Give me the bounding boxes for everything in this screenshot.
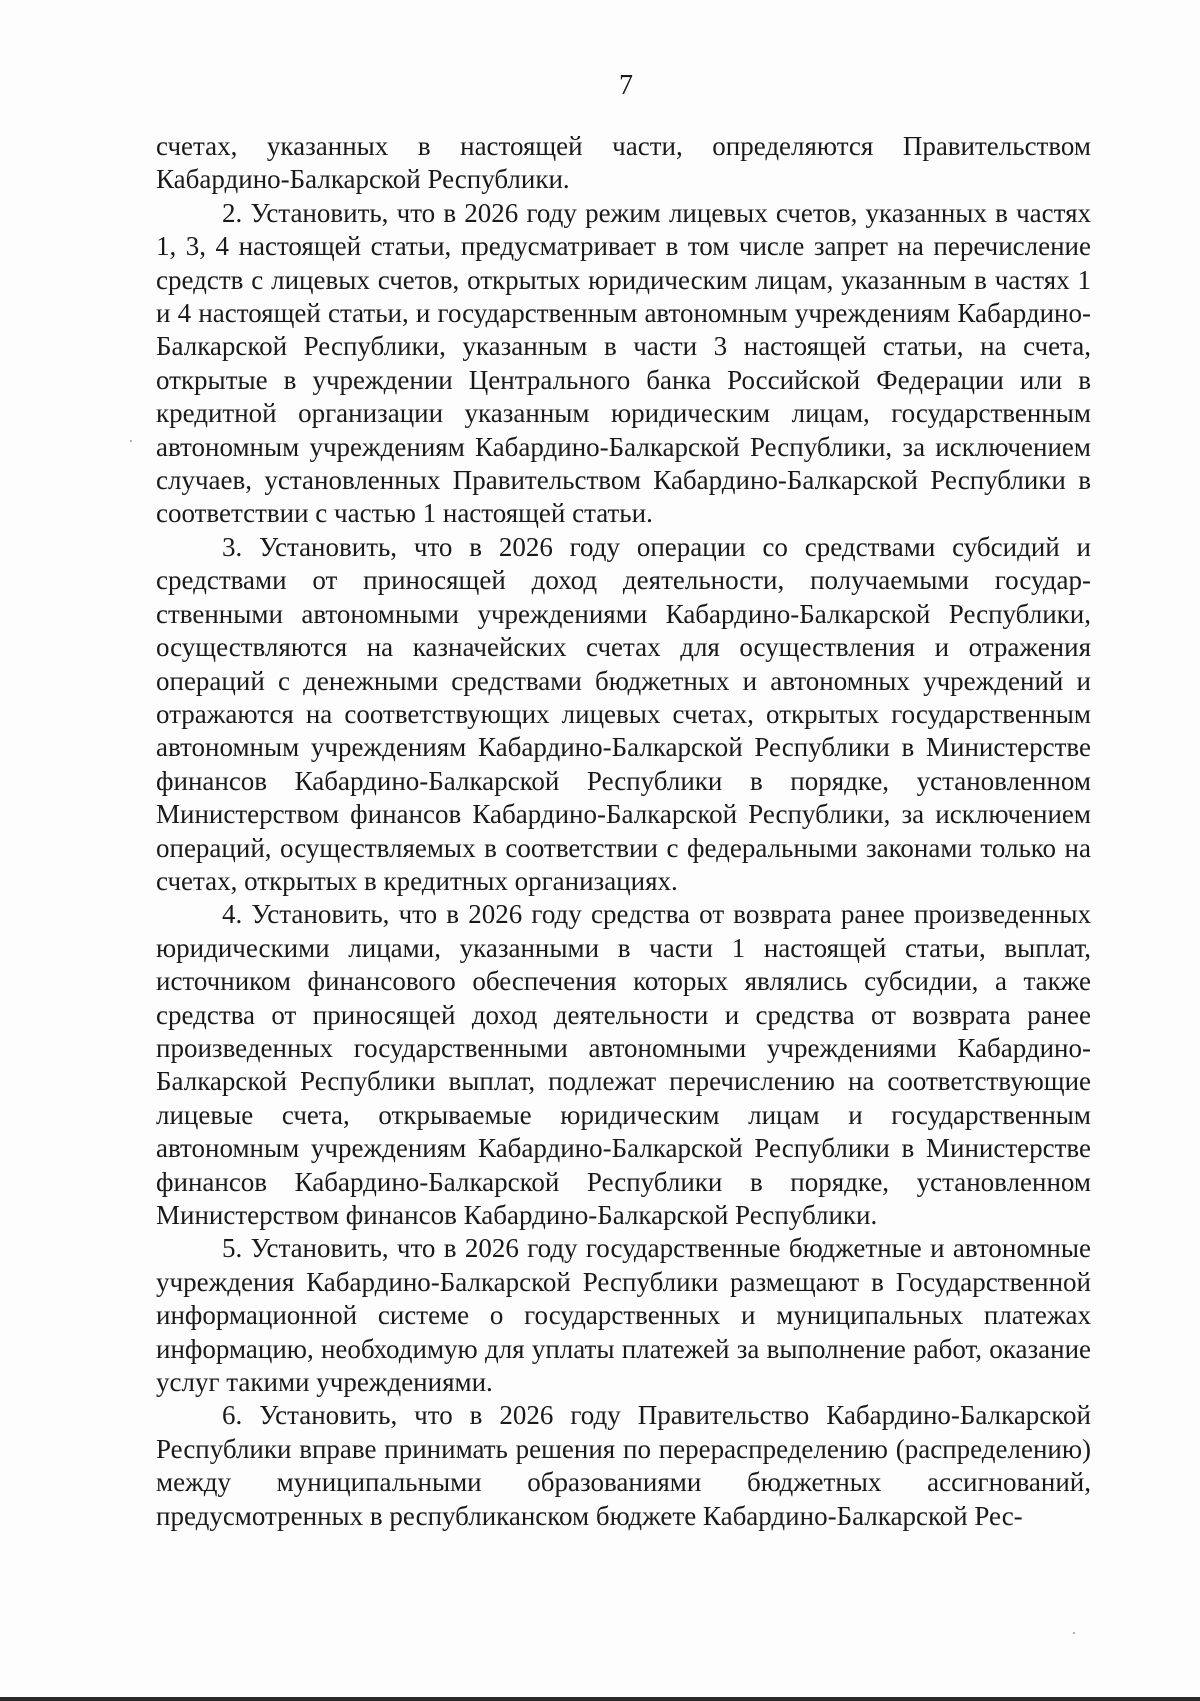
scan-bottom-edge [0, 1697, 1200, 1701]
document-body [156, 130, 1091, 1533]
paragraph-item-2: 2. Установить, что в 2026 году режим лицевых счетов, указанных в частях 1, 3, 4 настоящей статьи, предусматривает в том числе запрет на перечисление средств с лицевых счетов, открытых юридическим лицам, указанным в частях 1 и 4 настоящей статьи, и государственным автономным учреждениям Кабардино-Балкарской Республики, указанным в части 3 настоящей статьи, на счета, открытые в учреждении Центрального банка Российской Федерации или в кредитной организации указанным юридическим лицам, государственным автономным учреждениям Кабардино-Балкарской Республики, за исключением случаев, установленных Правительством Кабардино-Балкарской Республики в соответствии с частью 1 настоящей статьи. [156, 197, 1091, 529]
scan-speck [130, 440, 132, 442]
paragraph-item-4: 4. Установить, что в 2026 году средства от возврата ранее произведенных юридическими лицами, указанными в части 1 настоящей статьи, выплат, источником финансового обеспечения которых являлись субсидии, а также средства от приносящей доход деятельности и средства от возврата ранее произведенных государственными автономными учреждениями Кабардино-Балкарской Республики выплат, подлежат перечислению на соответствующие лицевые счета, открываемые юридическим лицам и государственным автономным учреждениям Кабардино-Балкарской Республики в Министерстве финансов Кабардино-Балкарской Республики в порядке, установленном Министерством финансов Кабардино-Балкарской Республики. [156, 899, 1091, 1230]
scan-speck [1073, 1632, 1075, 1634]
paragraph-item-6: 6. Установить, что в 2026 году Правительство Кабардино-Балкарской Республики вправе принимать решения по перераспределению (распределению) между муниципальными образованиями бюджетных ассигнований, предусмотренных в республиканском бюджете Кабардино-Балкарской Рес- [156, 1400, 1091, 1531]
paragraph-item-5: 5. Установить, что в 2026 году государственные бюджетные и автономные учреждения Кабардино-Балкарской Республики размещают в Государственной информационной системе о государственных и муниципальных платежах информацию, необходимую для уплаты платежей за выполнение работ, оказание услуг такими учреждениями. [156, 1233, 1091, 1398]
page-number: 7 [619, 70, 633, 101]
paragraph-continuation: счетах, указанных в настоящей части, определяются Правительством Кабардино-Балкарской Республики. [156, 131, 1091, 195]
paragraph-item-3: 3. Установить, что в 2026 году операции со средствами субсидий и средствами от приносящей доход деятельности, получаемыми государственными автономными учреждениями Кабардино-Балкарской Республики, осуществляются на казначейских счетах для осуществления и отражения операций с денежными средствами бюджетных и автономных учреждений и отражаются на соответствующих лицевых счетах, открытых государственным автономным учреждениям Кабардино-Балкарской Республики в Министерстве финансов Кабардино-Балкарской Республики в порядке, установленном Министерством финансов Кабардино-Балкарской Республики, за исключением операций, осуществляемых в соответствии с федеральными законами только на счетах, открытых в кредитных организациях. [156, 531, 1091, 896]
